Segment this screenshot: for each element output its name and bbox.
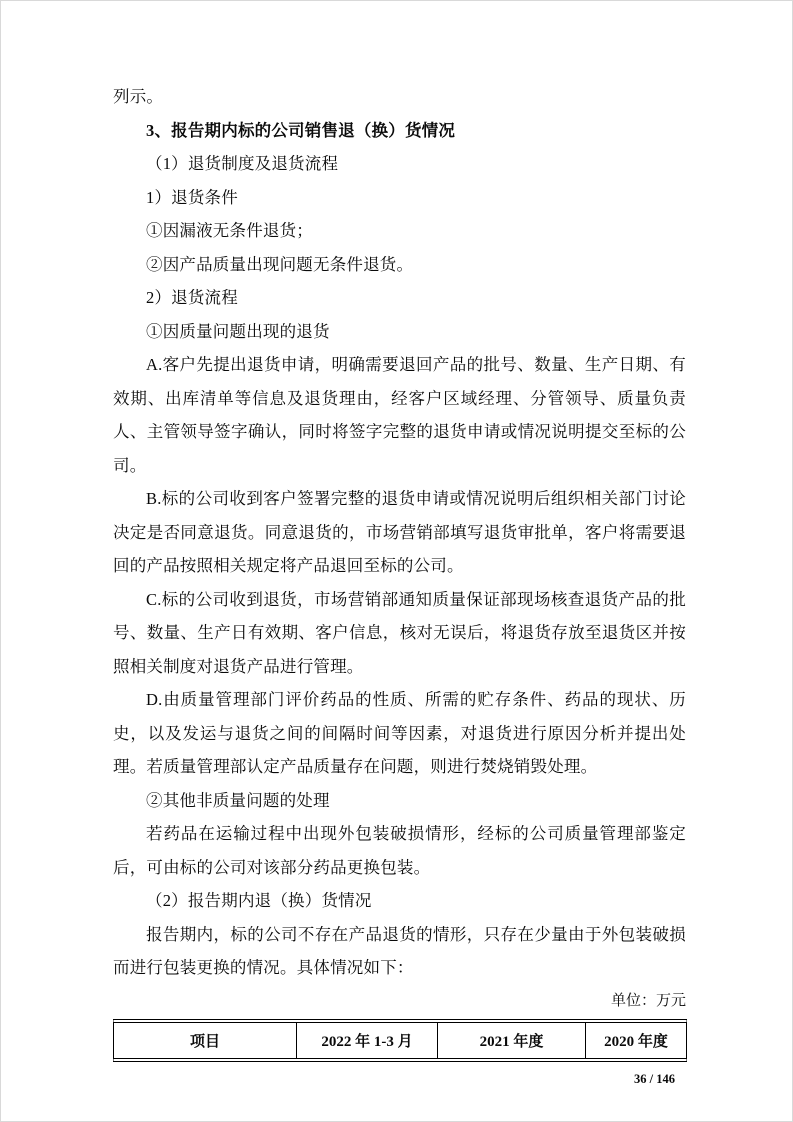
summary-table: [113, 1019, 687, 1062]
heading-return-situation: （2）报告期内退（换）货情况: [146, 891, 372, 910]
heading-return-policy: （1）退货制度及退货流程: [146, 154, 339, 173]
table-header-2021: 2021 年度: [438, 1023, 586, 1058]
document-body: [113, 80, 686, 1087]
item-non-quality-handling: ②其他非质量问题的处理: [146, 790, 330, 810]
table-header-item: 项目: [114, 1023, 297, 1058]
paragraph-step-b: B.标的公司收到客户签署完整的退货申请或情况说明后组织相关部门讨论决定是否同意退货。同意退货的，市场营销部填写退货审批单，客户将需要退回的产品按照相关规定将产品退回至标的公司。: [113, 489, 686, 575]
paragraph-return-situation: 报告期内，标的公司不存在产品退货的情形，只存在少量由于外包装破损而进行包装更换的情况。具体情况如下：: [113, 924, 686, 977]
paragraph-step-a: A.客户先提出退货申请，明确需要退回产品的批号、数量、生产日期、有效期、出库清单等信息及退货理由，经客户区域经理、分管领导、质量负责人、主管领导签字确认，同时将签字完整的退货申请或情况说明提交至标的公司。: [113, 355, 686, 475]
item-leak-return: ①因漏液无条件退货；: [146, 221, 313, 240]
subheading-return-conditions: 1）退货条件: [146, 187, 238, 207]
table-header-row: [114, 1023, 686, 1058]
table-header-2020: 2020 年度: [604, 1034, 668, 1050]
unit-note: 单位：万元: [610, 992, 686, 1009]
table-header-2022q1: 2022 年 1-3 月: [297, 1023, 438, 1058]
paragraph-non-quality-detail: 若药品在运输过程中出现外包装破损情形，经标的公司质量管理部鉴定后，可由标的公司对该部分药品更换包装。: [113, 824, 686, 877]
paragraph-continuation: 列示。: [113, 87, 164, 106]
heading-section-3: 3、报告期内标的公司销售退（换）货情况: [146, 120, 456, 140]
item-quality-return: ②因产品质量出现问题无条件退货。: [146, 254, 414, 274]
paragraph-step-d: D.由质量管理部门评价药品的性质、所需的贮存条件、药品的现状、历史，以及发运与退货之间的间隔时间等因素，对退货进行原因分析并提出处理。若质量管理部认定产品质量存在问题，则进行焚烧销毁处理。: [113, 690, 686, 776]
subheading-return-process: 2）退货流程: [146, 288, 238, 307]
item-quality-return-process: ①因质量问题出现的退货: [146, 321, 330, 341]
paragraph-step-c: C.标的公司收到退货，市场营销部通知质量保证部现场核查退货产品的批号、数量、生产日有效期、客户信息，核对无误后，将退货存放至退货区并按照相关制度对退货产品进行管理。: [113, 589, 686, 676]
page-number: 36 / 146: [634, 1072, 675, 1086]
